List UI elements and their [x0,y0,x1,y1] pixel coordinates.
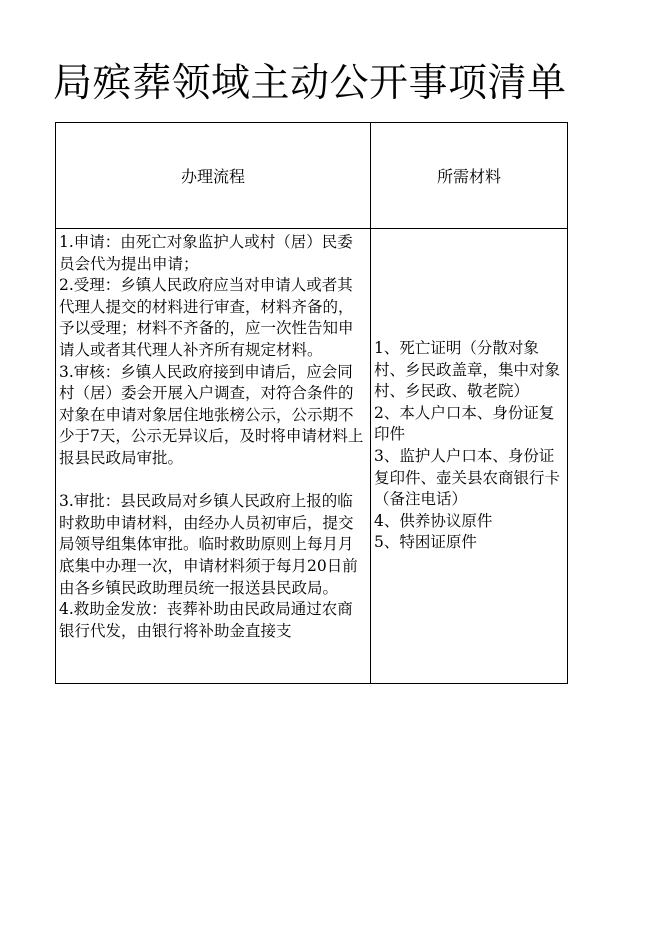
process-step: 2.受理：乡镇人民政府应当对申请人或者其代理人提交的材料进行审查，材料齐备的，予以受理；材料不齐备的，应一次性告知申请人或者其代理人补齐所有规定材料。 [59,276,354,359]
process-step: 3.审核：乡镇人民政府接到申请后，应会同村（居）委会开展入户调查，对符合条件的对象在申请对象居住地张榜公示，公示期不少于7天，公示无异议后，及时将申请材料上报县民政局审批。 [59,362,364,467]
header-cell-process: 办理流程 [180,167,245,186]
process-step: 3.审批：县民政局对乡镇人民政府上报的临时救助申请材料，由经办人员初审后，提交局领导组集体审批。临时救助原则上每月月底集中办理一次，申请材料须于每月20日前由各乡镇民政助理员统一报送县民政局。 [59,492,358,597]
materials-item: 4、供养协议原件 [374,511,493,530]
paragraph-gap [59,470,368,492]
process-cell [56,229,370,684]
materials-cell [371,229,567,684]
materials-item: 1、死亡证明（分散对象村、乡民政盖章，集中对象村、乡民政、敬老院） [374,339,561,401]
materials-item: 2、本人户口本、身份证复印件 [374,403,555,444]
materials-item: 5、特困证原件 [374,533,477,552]
table-header-row [56,123,567,229]
page-title: 局殡葬领域主动公开事项清单 [53,61,567,106]
materials-item: 3、监护人户口本、身份证复印件、壶关县农商银行卡（备注电话） [374,446,561,509]
disclosure-table [55,122,568,684]
process-step: 4.救助金发放：丧葬补助由民政局通过农商银行代发，由银行将补助金直接支 [59,600,353,640]
process-step: 1.申请：由死亡对象监护人或村（居）民委员会代为提出申请； [59,233,353,273]
header-cell-materials: 所需材料 [436,167,501,186]
